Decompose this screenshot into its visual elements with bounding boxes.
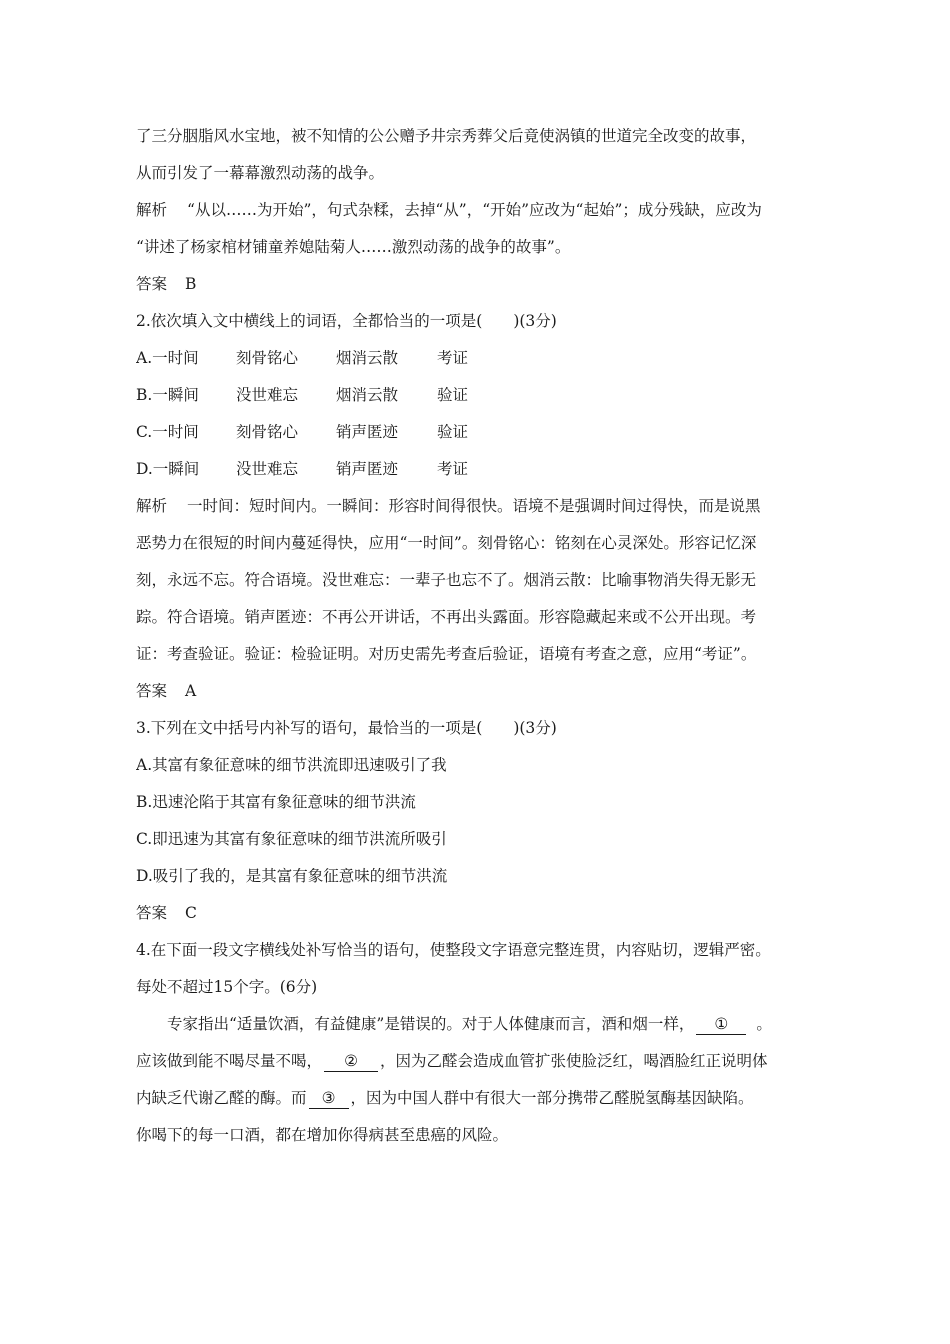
q4-passage-line-4: 你喝下的每一口酒，都在增加你得病甚至患癌的风险。	[136, 1126, 509, 1144]
q1-text-line-2: 从而引发了一幕幕激烈动荡的战争。	[136, 164, 385, 182]
passage-text: ，因为乙醛会造成血管扩张使脸泛红，喝酒脸红正说明体	[380, 1052, 768, 1070]
q2-answer	[136, 673, 826, 710]
q2-analysis-line-5: 证：考查验证。验证：检验证明。对历史需先考查后验证，语境有考查之意，应用“考证”。	[136, 645, 757, 663]
q1-text-line-1: 了三分胭脂风水宝地，被不知情的公公赠予井宗秀葬父后竟使涡镇的世道完全改变的故事，	[136, 127, 757, 145]
q2-stem: 2.依次填入文中横线上的词语，全都恰当的一项是( )(3分)	[136, 312, 557, 330]
option-word: 考证	[437, 460, 469, 478]
q2-option-c	[136, 414, 826, 451]
q4-stem-line-1: 4.在下面一段文字横线处补写恰当的语句，使整段文字语意完整连贯，内容贴切，逻辑严密。	[136, 941, 771, 959]
option-word: 刻骨铭心	[236, 423, 299, 441]
q2-option-a	[136, 340, 826, 377]
q4-stem-line-2: 每处不超过15个字。(6分)	[136, 978, 318, 996]
q1-analysis-line-2: “讲述了杨家棺材铺童养媳陆菊人……激烈动荡的战争的故事”。	[136, 238, 571, 256]
option-word: 烟消云散	[336, 349, 399, 367]
passage-text: 应该做到能不喝尽量不喝，	[136, 1052, 323, 1070]
option-word: 没世难忘	[236, 386, 299, 404]
q2-analysis-line-3: 刻，永远不忘。符合语境。没世难忘：一辈子也忘不了。烟消云散：比喻事物消失得无影无	[136, 571, 757, 589]
q4-passage-line-2	[136, 1043, 826, 1080]
answer-label: 答案	[136, 904, 168, 922]
passage-text: 专家指出“适量饮酒，有益健康”是错误的。对于人体健康而言，酒和烟一样，	[167, 1015, 695, 1033]
answer-label: 答案	[136, 275, 168, 293]
q3-option-b: B.迅速沦陷于其富有象征意味的细节洪流	[136, 793, 416, 811]
q2-option-b	[136, 377, 826, 414]
q2-answer-value: A	[185, 682, 197, 700]
analysis-label: 解析	[136, 497, 168, 515]
q3-answer-value: C	[185, 904, 197, 922]
q1-analysis-line-1	[136, 192, 826, 229]
fill-blank-1[interactable]: ①	[696, 1014, 746, 1035]
q3-option-a: A.其富有象征意味的细节洪流即迅速吸引了我	[136, 756, 447, 774]
option-word: 刻骨铭心	[236, 349, 299, 367]
option-label: B.一瞬间	[136, 386, 199, 404]
q3-stem: 3.下列在文中括号内补写的语句，最恰当的一项是( )(3分)	[136, 719, 557, 737]
option-label: A.一时间	[136, 349, 199, 367]
q3-answer	[136, 895, 826, 932]
document-page	[136, 118, 826, 1154]
option-label: C.一时间	[136, 423, 199, 441]
q2-analysis-line-1	[136, 488, 826, 525]
q1-answer	[136, 266, 826, 303]
q2-option-d	[136, 451, 826, 488]
q1-analysis-text: “从以……为开始”，句式杂糅，去掉“从”，“开始”应改为“起始”；成分残缺，应改为	[187, 201, 762, 219]
option-word: 销声匿迹	[336, 460, 399, 478]
option-word: 销声匿迹	[336, 423, 399, 441]
analysis-label: 解析	[136, 201, 168, 219]
passage-text: 。	[756, 1015, 772, 1033]
option-word: 验证	[437, 423, 469, 441]
option-word: 没世难忘	[236, 460, 299, 478]
answer-label: 答案	[136, 682, 168, 700]
q4-passage-line-3	[136, 1080, 826, 1117]
q2-analysis-line-2: 恶势力在很短的时间内蔓延得快，应用“一时间”。刻骨铭心：铭刻在心灵深处。形容记忆深	[136, 534, 757, 552]
passage-text: ，因为中国人群中有很大一部分携带乙醛脱氢酶基因缺陷。	[350, 1089, 754, 1107]
q1-answer-value: B	[185, 275, 197, 293]
q2-analysis-text: 一时间：短时间内。一瞬间：形容时间得很快。语境不是强调时间过得快，而是说黑	[187, 497, 761, 515]
passage-text: 内缺乏代谢乙醛的酶。而	[136, 1089, 307, 1107]
option-word: 烟消云散	[336, 386, 399, 404]
q2-analysis-line-4: 踪。符合语境。销声匿迹：不再公开讲话，不再出头露面。形容隐藏起来或不公开出现。考	[136, 608, 757, 626]
q3-option-c: C.即迅速为其富有象征意味的细节洪流所吸引	[136, 830, 447, 848]
option-word: 考证	[437, 349, 469, 367]
fill-blank-3[interactable]: ③	[309, 1088, 349, 1109]
q4-passage-line-1	[136, 1006, 826, 1043]
fill-blank-2[interactable]: ②	[324, 1051, 378, 1072]
option-word: 验证	[437, 386, 469, 404]
q3-option-d: D.吸引了我的，是其富有象征意味的细节洪流	[136, 867, 448, 885]
option-label: D.一瞬间	[136, 460, 200, 478]
